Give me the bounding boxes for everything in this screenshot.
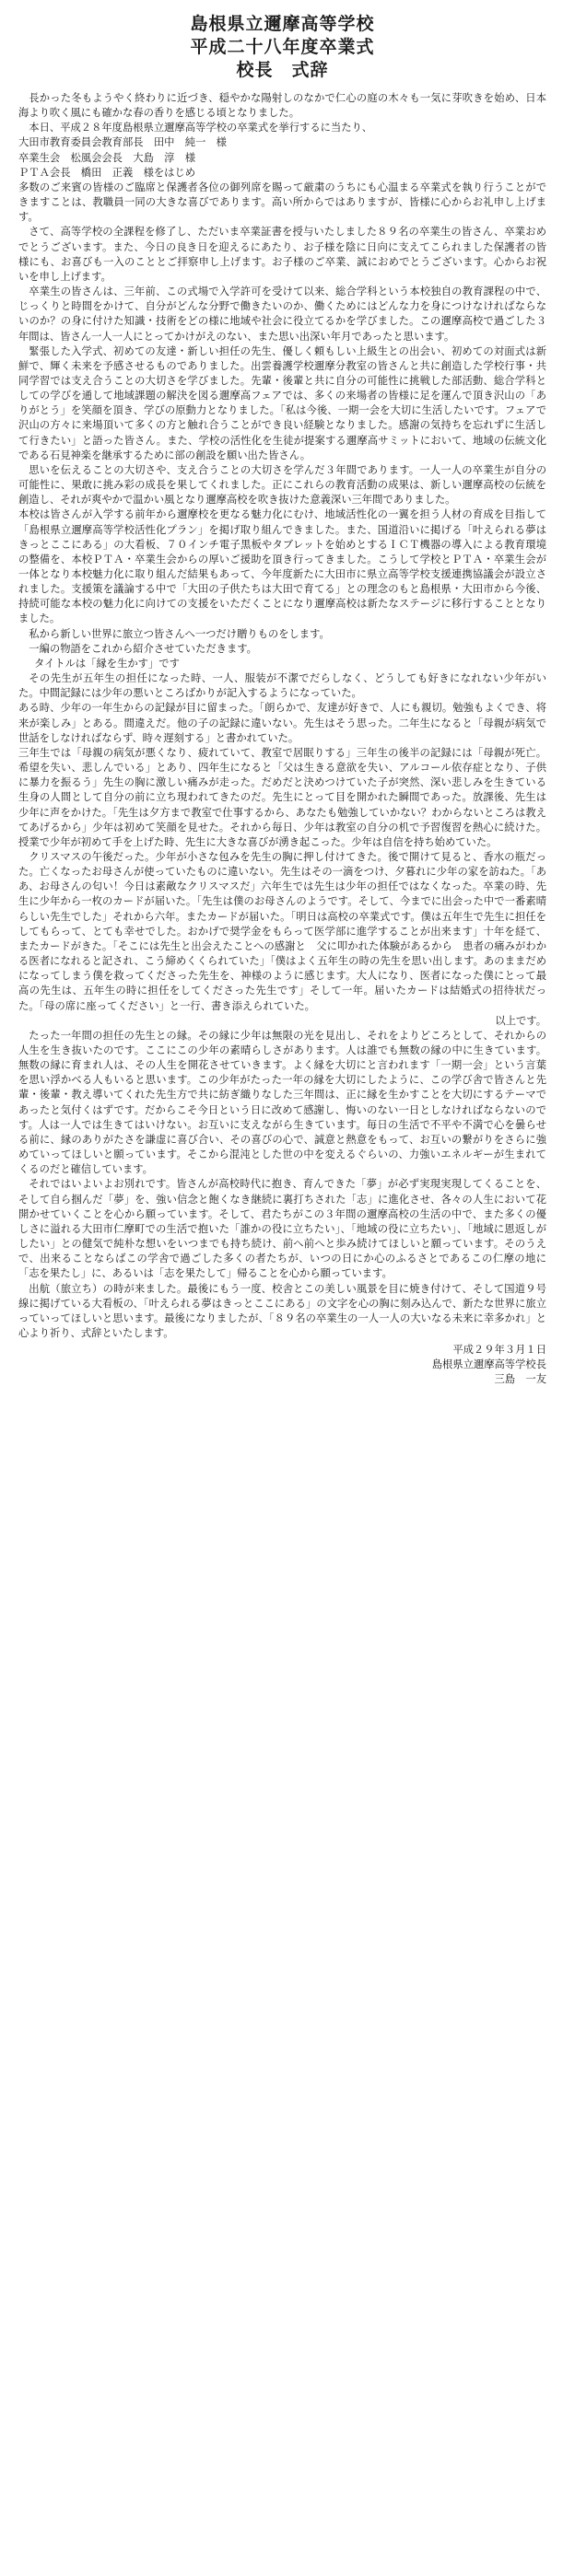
speech-paragraph: 三年生では「母親の病気が悪くなり、疲れていて、教室で居眠りする」三年生の後半の記録には「母親が死亡。希望を失い、悲しんでいる」とあり、四年生になると「父は生きる意欲を失い、アルコール依存症となり、子供に暴力を振るう」先生の胸に激しい痛みが走った。だめだと決めつけていた子が突然、深い悲しみを生きている生身の人間として自分の前に立ち現われてきたのだ。先生にとって目を開かれた瞬間であった。放課後、先生は少年に声をかけた。「先生は夕方まで教室で仕事するから、あなたも勉強していかない？わからないところは教えてあげるから」少年は初めて笑顔を見せた。それから毎日、少年は教室の自分の机で予習復習を熱心に続けた。授業で少年が初めて手を上げた時、先生に大きな喜びが湧き起こった。少年は自信を持ち始めていた。 <box>18 746 546 848</box>
speech-paragraph: 思いを伝えることの大切さや、支え合うことの大切さを学んだ３年間であります。一人一人の卒業生が自分の可能性に、果敢に挑み彩の成長を果してくれました。正にこれらの教育活動の成果は、新しい邇摩高校の伝統を創造し、それが爽やかで温かい風となり邇摩高校を吹き抜けた意義深い三年間でありました。 <box>18 463 546 507</box>
speech-paragraph: ある時、少年の一年生からの記録が目に留まった。「朗らかで、友達が好きで、人にも親切。勉強もよくでき、将来が楽しみ」とある。間違えだ。他の子の記録に違いない。先生はそう思った。二年生になると「母親が病気で世話をしなければならず、時々遅刻する」と書かれていた。 <box>18 702 546 744</box>
speech-paragraph: 長かった冬もようやく終わりに近づき、穏やかな陽射しのなかで仁心の庭の木々も一気に芽吹きを始め、日本海より吹く風にも確かな春の香りを感じる頃となりました。 <box>18 92 546 120</box>
speech-paragraph: それではいよいよお別れです。皆さんが高校時代に抱き、育んできた「夢」が必ず実現実現してくることを、そして自ら掴んだ「夢」を、強い信念と飽くなき継続に裏打ちされた「志」に進化させ、各々の人生において花開かせていくことを心から願っています。そして、君たちがこの３年間の邇摩高校の生活の中で、また多くの優しさに溢れる大田市仁摩町での生活で抱いた「誰かの役に立ちたい」、「地域の役に立ちたい」、「地域に恩返しがしたい」との健気で純朴な想いをいつまでも持ち続け、前へ前へと歩み続けてほしいと願っています。そのうえで、出来ることならばこの学舎で過ごした多くの者たちが、いつの日にか心のふるさとであるこの仁摩の地に「志を果たし」に、あるいは「志を果たして」帰ることを心から願っています。 <box>18 1178 546 1280</box>
speech-paragraph: 多数のご来賓の皆様のご臨席と保護者各位の御列席を賜って厳粛のうちにも心温まる卒業式を執り行うことができますことは、教職員一同の大きな喜びであります。高い所からではありますが、皆様に心からお礼申し上げます。 <box>18 181 546 224</box>
speech-paragraph: 出航（旅立ち）の時が来ました。最後にもう一度、校舎とこの美しい風景を目に焼き付けて、そして国道９号線に掲げている大看板の、「叶えられる夢はきっとここにある」の文字を心の胸に刻み込んで、新たな世界に旅立っていってほしいと思います。最後になりましたが、「８９名の卒業生の一人一人の大いなる未来に幸多かれ」と心より祈り、式辞といたします。 <box>18 1282 546 1339</box>
signature-date: 平成２９年３月１日 <box>452 1344 546 1357</box>
speech-paragraph: クリスマスの午後だった。少年が小さな包みを先生の胸に押し付けてきた。後で開けて見ると、香水の瓶だった。亡くなったお母さんが使っていたものに違いない。先生はその一滴をつけ、夕暮れに少年の家を訪ねた。「ああ、お母さんの匂い！今日は素敵なクリスマスだ」六年生では先生は少年の担任ではなくなった。卒業の時、先生に少年から一枚のカードが届いた。「先生は僕のお母さんのようです。そして、今までに出会った中で一番素晴らしい先生でした」それから六年。またカードが届いた。「明日は高校の卒業式です。僕は五年生で先生に担任をしてもらって、とても幸せでした。おかげで奨学金をもらって医学部に進学することが出来ます」十年を経て、またカードがきた。「そこには先生と出会えたことへの感謝と 父に叩かれた体験があるから 患者の痛みがわかる医者になれると記され、こう締めくくられていた」「僕はよく五年生の時の先生を思い出します。あのままだめになってしまう僕を救ってくださった先生を、神様のように感じます。大人になり、医者になった僕にとって最高の先生は、五年生の時に担任をしてくださった先生です」そして一年。届いたカードは結婚式の招待状だった。「母の席に座ってください」と一行、書き添えられていた。 <box>18 850 546 1012</box>
speech-paragraph: ＰＴＡ会長 橋田 正義 様をはじめ <box>18 166 196 179</box>
ceremony-title: 平成二十八年度卒業式 <box>190 37 375 57</box>
speech-paragraph: その先生が五年生の担任になった時、一人、服装が不潔でだらしなく、どうしても好きになれない少年がいた。中間記録には少年の悪いところばかりが記入するようになっていた。 <box>18 672 546 700</box>
signature-org: 島根県立邇摩高等学校長 <box>431 1358 546 1371</box>
title-block <box>18 13 546 82</box>
speech-paragraph: 以上です。 <box>495 1014 546 1027</box>
school-name: 島根県立邇摩高等学校 <box>190 14 375 34</box>
signature-block <box>18 1343 546 1387</box>
speech-paragraph: 一編の物語をこれから紹介させていただきます。 <box>29 642 257 655</box>
speech-paragraph: 緊張した入学式、初めての友達・新しい担任の先生、優しく頼もしい上級生との出会い、初めての対面式は新鮮で、輝く未来を予感させるものでありました。出雲養護学校邇摩分教室の皆さんと共に創造した学校行事・共同学習では支え合うことの大切さを学びました。先輩・後輩と共に自分の可能性に挑戦した部活動、総合学科としての学びを通して地域課題の解決を図る邇摩高フェアでは、多くの来場者の皆様に足を運んで頂き沢山の「ありがとう」を笑顔を頂き、学びの原動力となりました。「私は今後、一期一会を大切に生活したいです。フェアで沢山の方々に来場頂いて多くの方と触れ合うことができ良い経験となりました。感謝の気持ちを忘れずに生活して行きたい」と語った皆さん。また、学校の活性化を生徒が提案する邇摩高サミットにおいて、地域の伝統文化である石見神楽を継承するために部の創設を願い出た皆さん。 <box>18 344 546 461</box>
speech-body <box>18 91 546 1341</box>
speech-paragraph: さて、高等学校の全課程を修了し、ただいま卒業証書を授与いたしました８９名の卒業生の皆さん、卒業おめでとうございます。また、今日の良き日を迎えるにあたり、お子様を陰に日向に支えてこられました保護者の皆様にも、お喜びも一入のこととご拝察申し上げます。お子様のご卒業、誠におめでとうございます。心からお祝いを申し上げます。 <box>18 226 546 283</box>
speech-paragraph: タイトルは「縁を生かす」です <box>33 657 180 670</box>
speech-paragraph: 卒業生会 松風会会長 大島 淳 様 <box>18 151 196 164</box>
speech-paragraph: たった一年間の担任の先生との縁。その縁に少年は無限の光を見出し、それをよりどころとして、それからの人生を生き抜いたのです。ここにこの少年の素晴らしさがあります。人は誰でも無数の縁の中に生きています。無数の縁に育まれ人は、その人生を開花させていきます。よく縁を大切にと言われます「一期一会」という言葉を思い浮かべる人もいると思います。この少年がたった一年の縁を大切にしたように、この学び舎で皆さんと先輩・後輩・教え導いてくれた先生方で共に紡ぎ織りなした三年間は、正に縁を生かすことを大切にするテーマであったと気付くはずです。だからこそ今日という日に改めて感謝し、悔いのない一日としなければならないのです。人は一人では生きてはいけない。お互いに支えながら生きています。毎日の生活で不平や不満で心を曇らせる前に、縁のありがたさを謙虚に喜び合い、その喜びの心で、誠意と熱意をもって、お互いの繋がりをさらに強めていってほしいと願っています。そこから混沌とした世の中を変えるぐらいの、力強いエネルギーが生まれてくるのだと確信しています。 <box>18 1029 546 1176</box>
speech-paragraph: 卒業生の皆さんは、三年前、この式場で入学許可を受けて以来、総合学科という本校独自の教育課程の中で、じっくりと時間をかけて、自分がどんな分野で働きたいのか、働くためにはどんな力を身につけなければならないのか？の身に付けた知識・技術をどの様に地域や社会に役立てるかを学びました。この邇摩高校で過ごした３年間は、皆さん一人一人にとってかけがえのない、また思い出深い年月であったと思います。 <box>18 286 546 343</box>
speech-title: 校長 式辞 <box>236 60 329 80</box>
signature-name: 三島 一友 <box>494 1373 546 1386</box>
speech-paragraph: 大田市教育委員会教育部長 田中 純一 様 <box>18 136 227 149</box>
speech-paragraph: 本校は皆さんが入学する前年から邇摩校を更なる魅力化にむけ、地域活性化の一翼を担う人材の育成を目指して「島根県立邇摩高等学校活性化プラン」を掲げ取り組んできました。また、国道沿いに掲げる「叶えられる夢はきっとここにある」の大看板、７０インチ電子黒板やタブレットを始めとするＩＣＴ機器の導入による教育環境の整備を、本校ＰＴＡ・卒業生会からの厚いご援助を頂き行ってきました。こうして学校とＰＴＡ・卒業生会が一体となり本校魅力化に取り組んだ結果もあって、今年度新たに大田市に県立高等学校支援連携協議会が設立されました。支援策を議論する中で「大田の子供たちは大田で育てる」との理念のもと島根県・大田市から今後、持続可能な本校の魅力化に向けての支援をいただくことになり邇摩高校は新たなステージに移行することとなりました。 <box>18 508 546 625</box>
speech-paragraph: 私から新しい世界に旅立つ皆さんへ一つだけ贈りものをします。 <box>29 627 330 640</box>
speech-paragraph: 本日、平成２８年度島根県立邇摩高等学校の卒業式を挙行するに当たり、 <box>29 122 373 134</box>
